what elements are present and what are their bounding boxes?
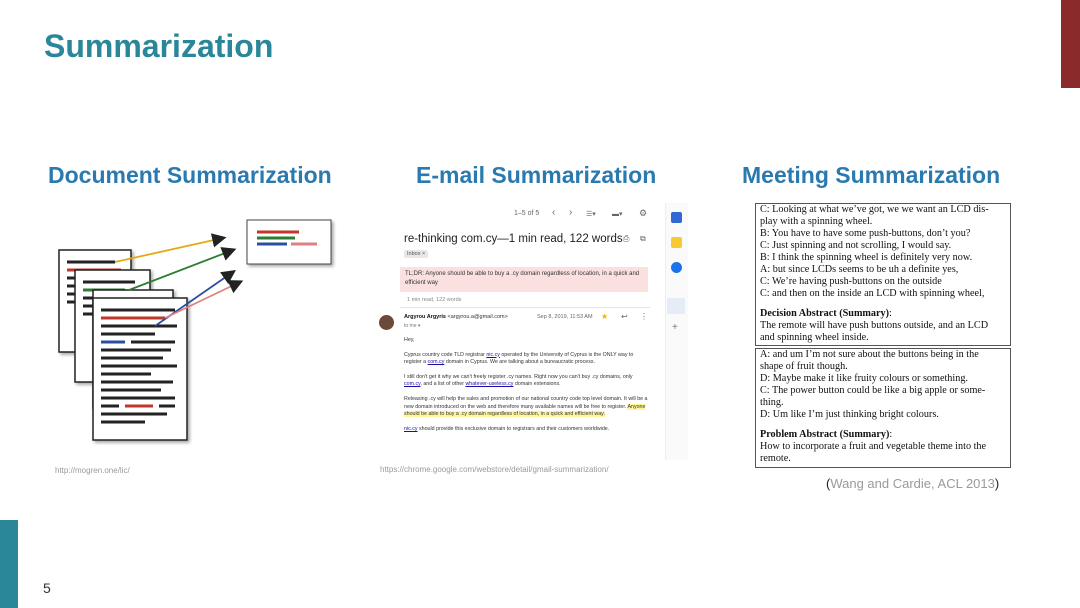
document-summarization-heading: Document Summarization xyxy=(48,162,332,188)
prev-page-button[interactable]: ‹ xyxy=(552,207,556,218)
sender-line xyxy=(404,314,508,320)
problem-abstract-line: How to incorporate a fruit and vegetable theme into the xyxy=(760,441,987,452)
transcript-line: C: and then on the inside an LCD with spinning wheel, xyxy=(760,288,985,299)
view-options-icon[interactable]: ☰▾ xyxy=(586,211,596,218)
link-com-cy-2[interactable]: com.cy xyxy=(404,381,421,388)
summary-document xyxy=(247,220,331,264)
email-body xyxy=(404,337,650,440)
accent-bar-bottom xyxy=(0,520,18,608)
sender-name: Argyrou Argyris xyxy=(404,314,446,320)
transcript-line: C: Looking at what we’ve got, we we want an LCD dis- xyxy=(760,204,989,215)
problem-abstract-line: remote. xyxy=(760,453,791,464)
pagination-text: 1–5 of 5 xyxy=(514,210,540,217)
accent-bar-top xyxy=(1061,0,1080,88)
keep-icon[interactable] xyxy=(671,237,682,248)
body-paragraph-2: I still don't get it why we can't freely register .cy names. Right now you can't buy .cy domains, only com.cy, and a list of other whatever-useless.cy domain extensions. xyxy=(404,373,633,388)
body-paragraph-3: Releasing .cy will help the sales and promotion of our national country code top level domain. It will be a new domain introduced on the web and therefore many available names will be free to register. Anyone should be able to buy a .cy domain regardless of location, in a quick and efficient way. xyxy=(404,395,648,418)
document-summarization-illustration xyxy=(55,210,345,460)
decision-abstract-title: Decision Abstract (Summary): xyxy=(760,308,892,319)
next-page-button[interactable]: › xyxy=(569,207,573,218)
tldr-summary-box: TL;DR: Anyone should be able to buy a .cy domain regardless of location, in a quick and efficient way xyxy=(400,267,648,292)
read-time-meta: 1 min read, 122 words xyxy=(407,297,462,303)
transcript-line: C: We’re having push-buttons on the outside xyxy=(760,276,942,287)
meeting-summarization-heading: Meeting Summarization xyxy=(742,162,1001,188)
tasks-icon[interactable] xyxy=(671,262,682,273)
email-subject: re-thinking com.cy—1 min read, 122 words xyxy=(404,233,623,245)
transcript-line: thing. xyxy=(760,397,784,408)
divider xyxy=(400,307,650,308)
document-page-4 xyxy=(93,298,187,440)
transcript-line: C: Just spinning and not scrolling, I would say. xyxy=(760,240,952,251)
recipient-line[interactable]: to me ▾ xyxy=(404,323,421,329)
transcript-line: A: and um I’m not sure about the buttons being in the xyxy=(760,349,979,360)
transcript-line: D: Maybe make it like fruity colours or something. xyxy=(760,373,968,384)
keyboard-icon[interactable]: ▬▾ xyxy=(612,211,623,218)
link-whatever-useless[interactable]: whatever-useless.cy xyxy=(465,381,514,388)
problem-abstract-title: Problem Abstract (Summary): xyxy=(760,429,893,440)
meeting-citation: (Wang and Cardie, ACL 2013) xyxy=(826,476,1000,491)
transcript-line: A: but since LCDs seems to be uh a definite yes, xyxy=(760,264,959,275)
greeting: Hey, xyxy=(404,337,415,343)
meeting-transcript xyxy=(755,203,1013,470)
link-nic-cy[interactable]: nic.cy xyxy=(486,351,500,358)
sender-email: <argyrou.a@gmail.com> xyxy=(447,314,508,320)
email-toolbar xyxy=(370,203,664,225)
transcript-line: play with a spinning wheel. xyxy=(760,216,873,227)
open-new-window-icon[interactable]: ⧉ xyxy=(640,234,646,243)
star-icon[interactable]: ★ xyxy=(601,312,609,321)
email-source-caption: https://chrome.google.com/webstore/detail/gmail-summarization/ xyxy=(380,465,609,474)
more-options-icon[interactable]: ⋮ xyxy=(640,312,648,321)
page-number: 5 xyxy=(43,580,51,596)
decision-abstract-line: and spinning wheel inside. xyxy=(760,332,869,343)
right-side-panel xyxy=(665,203,688,460)
decision-abstract-line: The remote will have push buttons outside, and an LCD xyxy=(760,320,989,331)
calendar-icon[interactable] xyxy=(671,212,682,223)
transcript-line: C: The power button could be like a big apple or some- xyxy=(760,385,986,396)
sender-avatar xyxy=(379,315,394,330)
transcript-line: B: I think the spinning wheel is definitely very now. xyxy=(760,252,973,263)
transcript-line: B: You have to have some push-buttons, don’t you? xyxy=(760,228,971,239)
reply-side-icon[interactable] xyxy=(667,298,685,314)
print-icon[interactable]: ⎙ xyxy=(623,234,630,243)
link-com-cy[interactable]: com.cy xyxy=(427,359,445,366)
highlighted-summary-sentence: Anyone should be able to buy a .cy domain regardless of location, in a quick and efficient way. xyxy=(404,403,646,418)
citation-text: Wang and Cardie, ACL 2013 xyxy=(830,476,995,491)
body-paragraph-4: nic.cy should provide this exclusive domain to registrars and their customers worldwide. xyxy=(404,425,610,432)
email-date: Sep 8, 2019, 11:53 AM xyxy=(537,314,593,320)
add-addon-icon[interactable]: + xyxy=(672,322,678,333)
inbox-label-chip[interactable]: Inbox × xyxy=(404,250,428,258)
link-nic-cy-2[interactable]: nic.cy xyxy=(404,425,418,432)
transcript-box-1 xyxy=(755,203,1011,346)
transcript-line: shape of fruit though. xyxy=(760,361,848,372)
slide-title: Summarization xyxy=(44,28,274,64)
document-source-caption: http://mogren.one/lic/ xyxy=(55,466,130,475)
transcript-line: D: Um like I’m just thinking bright colours. xyxy=(760,409,939,420)
email-screenshot xyxy=(370,203,688,460)
email-summarization-heading: E-mail Summarization xyxy=(416,162,657,188)
transcript-box-2 xyxy=(755,348,1011,468)
body-paragraph-1: Cyprus country code TLD registrar nic.cy operated by the University of Cyprus is the ONLY way to register a com.cy domain in Cyprus. We are talking about a bureaucratic process. xyxy=(404,351,634,366)
reply-icon[interactable]: ↩ xyxy=(621,312,628,321)
settings-gear-icon[interactable]: ⚙ xyxy=(639,208,648,218)
